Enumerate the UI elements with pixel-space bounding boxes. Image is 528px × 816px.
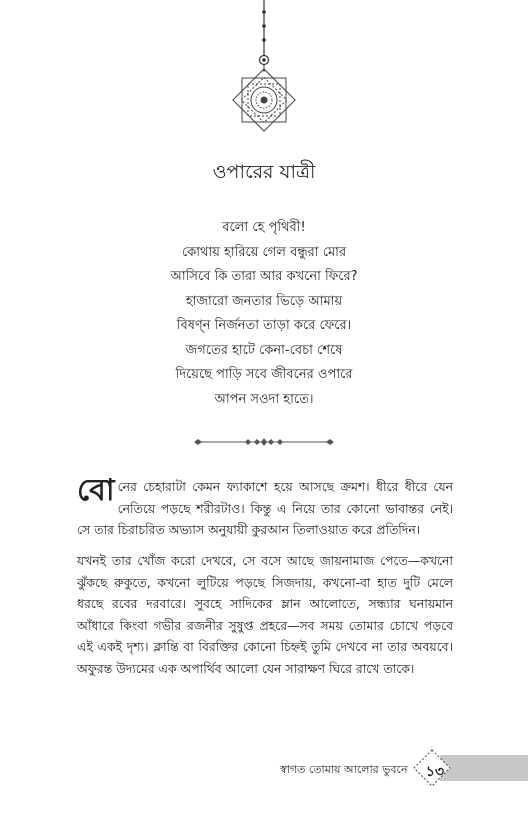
poem-line: বলো হে পৃথিবী! <box>222 220 306 235</box>
chapter-title: ওপারের যাত্রী <box>212 161 316 183</box>
page-number: ১৩ <box>425 764 445 780</box>
poem-line: বিষণ্ন নির্জনতা তাড়া করে ফেরে। <box>176 318 352 333</box>
poem-line: জগতের হাটে কেনা-বেচা শেষে <box>185 342 343 358</box>
poem <box>0 216 528 412</box>
running-footer-title: স্বাগত তোমায় আলোর ভুবনে <box>280 763 408 776</box>
paragraph-text: নের চেহারাটা কেমন ফ্যাকাশে হয়ে আসছে ক্রমশ। ধীরে ধীরে যেন নেতিয়ে পড়ছে শরীরটাও। কিন্তু এ নিয়ে তার কোনো ভাবান্তর নেই। সে তার চিরাচরিত অভ্যাস অনুযায়ী কুরআন তিলাওয়াত করে প্রতিদিন। <box>77 479 453 537</box>
poem-line: দিয়েছে পাড়ি সবে জীবনের ওপারে <box>175 367 353 382</box>
poem-line: আপন সওদা হাতে। <box>214 391 314 407</box>
paragraph: যখনই তার খোঁজ করো দেখবে, সে বসে আছে জায়নামাজ পেতে—কখনো ঝুঁকছে রুকুতে, কখনো লুটিয়ে পড়ছে সিজদায়, কখনো-বা হাত দুটি মেলে ধরছে রবের দরবারে। সুবহে সাদিকের ম্লান আলোতে, সন্ধ্যার ঘনায়মান আঁধারে কিংবা গভীর রজনীর সুষুপ্ত প্রহরে—সব সময় তোমার চোখে পড়বে এই একই দৃশ্য। ক্লান্তি বা বিরক্তির কোনো চিহ্নই তুমি দেখবে না তার অবয়বে। অফুরন্ত উদ্যমের এক অপার্থিব আলো যেন সারাক্ষণ ঘিরে রাখে তাকে। <box>77 553 453 676</box>
poem-line: আসিবে কি তারা আর কখনো ফিরে? <box>170 269 358 284</box>
ornamental-divider <box>190 436 338 448</box>
paragraph <box>77 473 453 541</box>
drop-cap: বো <box>77 473 115 508</box>
poem-line: হাজারো জনতার ভিড়ে আমায় <box>185 293 343 309</box>
poem-line: কোথায় হারিয়ে গেল বন্ধুরা মোর <box>181 244 347 260</box>
hanging-ornament <box>219 0 309 140</box>
footer-band <box>440 755 528 781</box>
